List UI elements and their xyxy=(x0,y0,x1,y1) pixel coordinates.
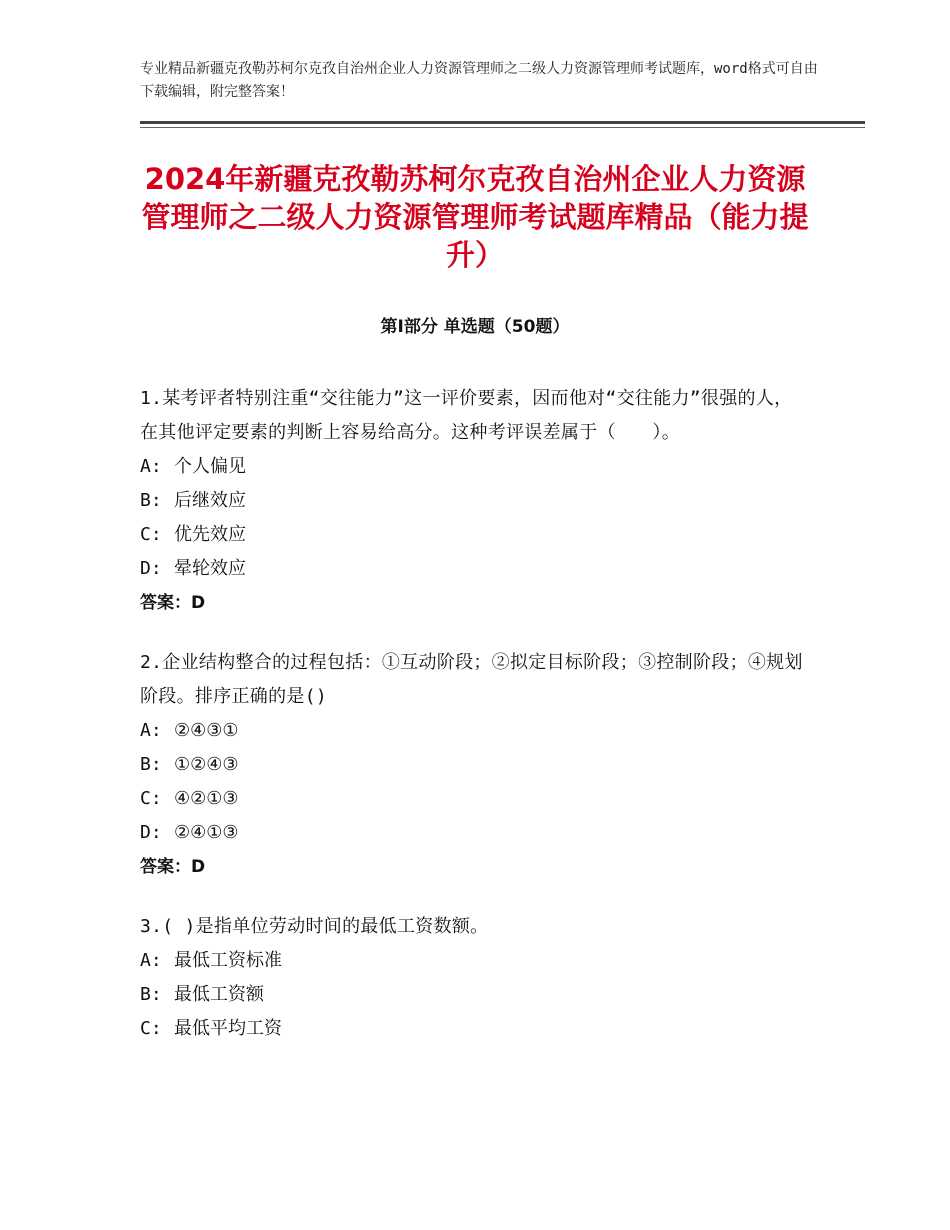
answer: 答案：D xyxy=(140,593,206,613)
option-text: 最低平均工资 xyxy=(174,1018,282,1039)
header-rule-thin xyxy=(140,127,865,128)
option-key: B: xyxy=(140,984,162,1005)
option-text: 个人偏见 xyxy=(174,456,246,477)
option-a xyxy=(140,450,805,484)
option-key: C: xyxy=(140,1018,162,1039)
option-key: D: xyxy=(140,822,162,843)
option-d xyxy=(140,552,805,586)
option-a xyxy=(140,944,805,978)
option-text: ①②④③ xyxy=(174,754,239,775)
answer: 答案：D xyxy=(140,857,206,877)
option-text: 最低工资额 xyxy=(174,984,264,1005)
question-3 xyxy=(140,910,805,1046)
header-note: 专业精品新疆克孜勒苏柯尔克孜自治州企业人力资源管理师之二级人力资源管理师考试题库，word格式可自由下载编辑，附完整答案！ xyxy=(140,61,818,100)
question-list xyxy=(140,382,805,1072)
option-text: 优先效应 xyxy=(174,524,246,545)
section-title: 第Ⅰ部分 单选题（50题） xyxy=(380,317,570,337)
option-a xyxy=(140,714,805,748)
option-key: B: xyxy=(140,490,162,511)
option-key: C: xyxy=(140,524,162,545)
option-b xyxy=(140,484,805,518)
option-key: A: xyxy=(140,950,162,971)
option-key: B: xyxy=(140,754,162,775)
document-title: 2024年新疆克孜勒苏柯尔克孜自治州企业人力资源管理师之二级人力资源管理师考试题库精品（能力提升） xyxy=(141,162,809,272)
option-text: 晕轮效应 xyxy=(174,558,246,579)
option-text: ②④①③ xyxy=(174,822,239,843)
option-c xyxy=(140,518,805,552)
question-1 xyxy=(140,382,805,620)
question-2 xyxy=(140,646,805,884)
question-stem: 3.( )是指单位劳动时间的最低工资数额。 xyxy=(140,916,489,937)
option-key: C: xyxy=(140,788,162,809)
option-b xyxy=(140,978,805,1012)
option-key: A: xyxy=(140,456,162,477)
question-stem: 1.某考评者特别注重“交往能力”这一评价要素，因而他对“交往能力”很强的人，在其他评定要素的判断上容易给高分。这种考评误差属于（ ）。 xyxy=(140,388,793,443)
option-b xyxy=(140,748,805,782)
option-text: 后继效应 xyxy=(174,490,246,511)
header-rule-thick xyxy=(140,121,865,124)
option-d xyxy=(140,816,805,850)
option-text: ④②①③ xyxy=(174,788,239,809)
option-c xyxy=(140,782,805,816)
option-key: D: xyxy=(140,558,162,579)
option-c xyxy=(140,1012,805,1046)
option-key: A: xyxy=(140,720,162,741)
question-stem: 2.企业结构整合的过程包括：①互动阶段；②拟定目标阶段；③控制阶段；④规划阶段。排序正确的是() xyxy=(140,652,803,707)
option-text: 最低工资标准 xyxy=(174,950,282,971)
option-text: ②④③① xyxy=(174,720,239,741)
